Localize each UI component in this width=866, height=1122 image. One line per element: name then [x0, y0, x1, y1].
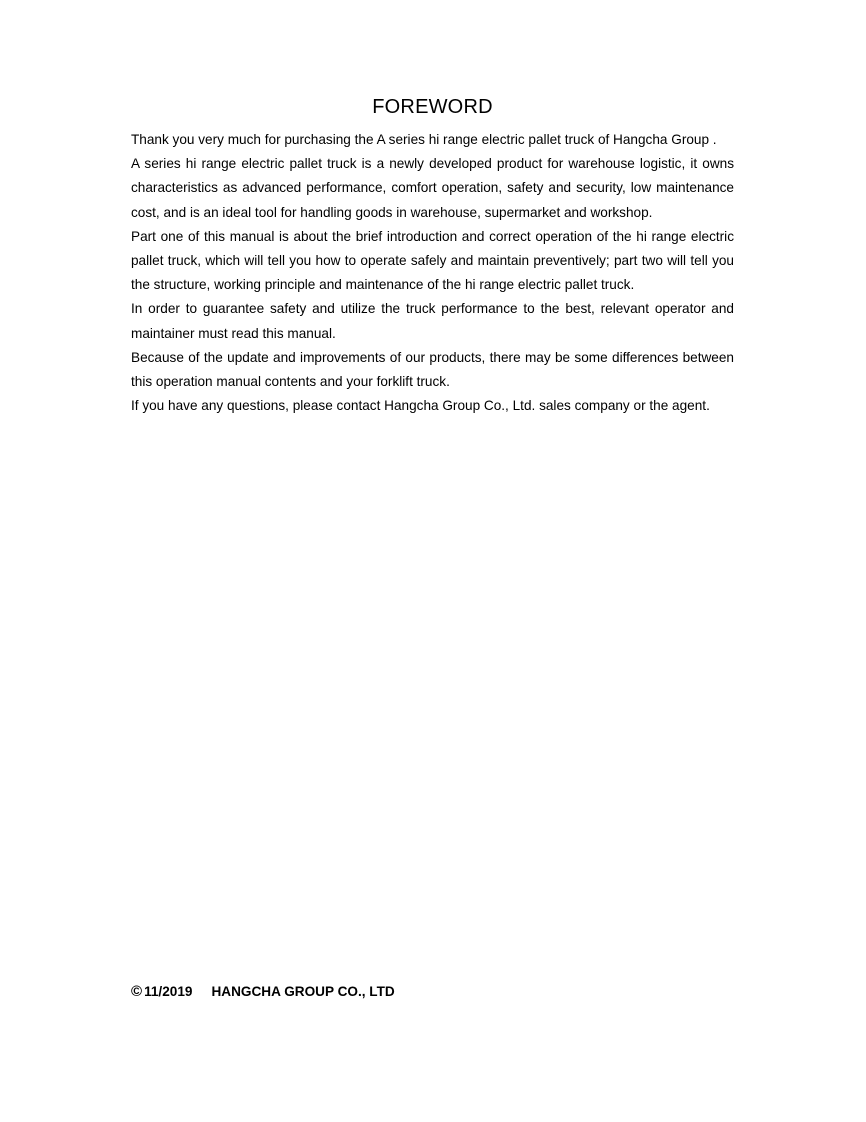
- paragraph-product-description: A series hi range electric pallet truck is a newly developed product for warehouse logistic, it owns characteristics as advanced performance, comfort operation, safety and security, low maintenance cost, and is an ideal tool for handling goods in warehouse, supermarket and workshop.: [131, 156, 734, 220]
- foreword-body: [131, 128, 734, 418]
- paragraph-safety-notice: In order to guarantee safety and utilize the truck performance to the best, relevant operator and maintainer must read this manual.: [131, 301, 734, 341]
- footer-company: HANGCHA GROUP CO., LTD: [211, 984, 395, 999]
- paragraph-update-notice: Because of the update and improvements of our products, there may be some differences between this operation manual contents and your forklift truck.: [131, 349, 734, 390]
- footer-date: 11/2019: [144, 984, 193, 999]
- page-title: FOREWORD: [372, 96, 493, 118]
- copyright-footer: [131, 981, 395, 1003]
- copyright-icon: ©: [131, 983, 143, 1000]
- paragraph-contact: If you have any questions, please contact Hangcha Group Co., Ltd. sales company or the agent.: [131, 398, 710, 414]
- paragraph-thanks: Thank you very much for purchasing the A series hi range electric pallet truck of Hangcha Group .: [131, 132, 717, 147]
- paragraph-manual-contents: Part one of this manual is about the brief introduction and correct operation of the hi range electric pallet truck, which will tell you how to operate safely and maintain preventively; part two will tell you the structure, working principle and maintenance of the hi range electric pallet truck.: [131, 228, 734, 293]
